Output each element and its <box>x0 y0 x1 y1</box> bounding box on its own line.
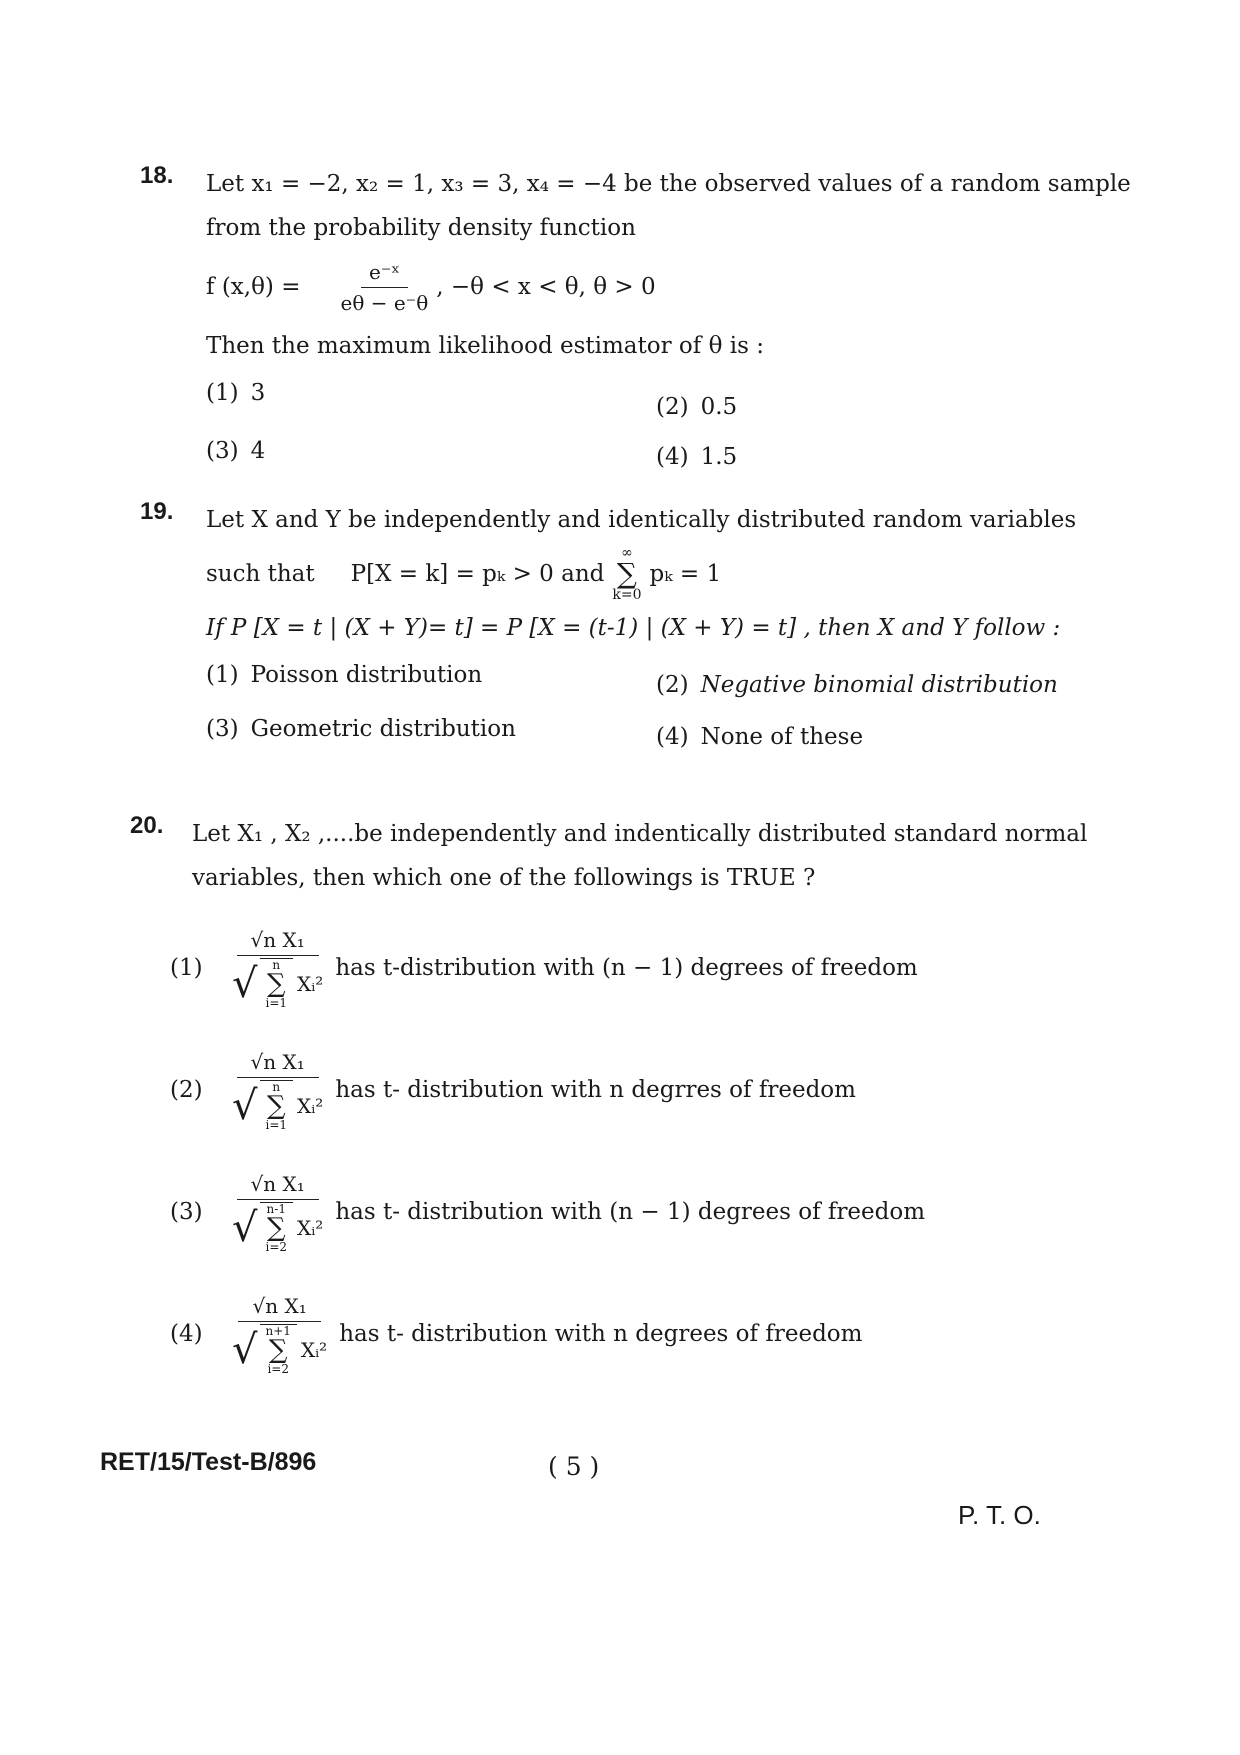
stem-line: Let x₁ = −2, x₂ = 1, x₃ = 3, x₄ = −4 be the observed values of a random sample <box>206 171 1131 197</box>
sum-lower-limit: i=2 <box>267 1362 289 1376</box>
pto-mark: P. T. O. <box>958 1500 1041 1530</box>
stem-line: Let X and Y be independently and identically distributed random variables <box>206 507 1077 533</box>
fraction-denominator <box>232 1200 323 1253</box>
option-text: has t-distribution with (n − 1) degrees of freedom <box>335 955 918 981</box>
fraction-numerator: √n X₁ <box>238 1293 320 1322</box>
pmf-expression <box>206 542 1100 606</box>
options-list <box>206 656 1100 756</box>
stem-line: If P [X = t | (X + Y)= t] = P [X = (t-1) | (X + Y) = t] , then X and Y follow : <box>206 615 1061 641</box>
sum-upper-limit: n-1 <box>266 1202 286 1216</box>
fraction-numerator: √n X₁ <box>237 927 319 956</box>
summation <box>260 1324 297 1375</box>
x-squared: Xᵢ² <box>297 1215 324 1240</box>
prob-expression: P[X = k] = pₖ > 0 and <box>350 561 605 587</box>
sum-upper-limit: n+1 <box>265 1324 291 1338</box>
sigma-symbol: ∑ <box>616 557 637 590</box>
page-number: ( 5 ) <box>548 1452 600 1481</box>
stem-line: Then the maximum likelihood estimator of θ is : <box>206 333 764 359</box>
test-code: RET/15/Test-B/896 <box>100 1448 317 1476</box>
option-1[interactable]: (1) √n X₁ √ n ∑ i=1 Xᵢ² has t-distribution with (n − 1) degrees of freedom <box>170 928 918 1010</box>
fraction-numerator: √n X₁ <box>237 1049 319 1078</box>
x-squared: Xᵢ² <box>300 1337 328 1362</box>
option-2[interactable]: (2) √n X₁ √ n ∑ i=1 Xᵢ² has t- distribution with n degrres of freedom <box>170 1050 856 1132</box>
pdf-formula <box>206 250 1100 324</box>
option-4[interactable]: (4) None of these <box>656 724 864 750</box>
radical-symbol: √ <box>232 1326 258 1373</box>
option-4[interactable]: (4) 1.5 <box>656 444 738 470</box>
question-20 <box>130 812 1090 1388</box>
sum-upper-limit: n <box>272 958 281 972</box>
formula-numerator: e⁻ˣ <box>361 259 408 288</box>
question-stem <box>206 498 1100 650</box>
sum-upper-limit: n <box>272 1080 281 1094</box>
option-3[interactable]: (3) Geometric distribution <box>206 716 516 742</box>
fraction-denominator <box>232 956 323 1009</box>
stem-line: variables, then which one of the followings is TRUE ? <box>192 865 816 891</box>
sum-lower-limit: i=1 <box>265 1118 288 1132</box>
x-squared: Xᵢ² <box>297 971 324 996</box>
sigma-symbol: ∑ <box>266 1091 286 1121</box>
sum-lower-limit: i=1 <box>265 996 288 1010</box>
stem-line: Let X₁ , X₂ ,....be independently and indentically distributed standard normal <box>192 821 1088 847</box>
question-19 <box>140 498 1100 756</box>
t-statistic-fraction <box>232 1049 323 1131</box>
option-2[interactable]: (2) 0.5 <box>656 394 738 420</box>
question-number: 19. <box>140 498 174 525</box>
radical-symbol: √ <box>232 1204 258 1251</box>
sum-lower-limit: k=0 <box>612 587 642 603</box>
sum-rhs: pₖ = 1 <box>649 561 722 587</box>
stem-line: from the probability density function <box>206 215 636 241</box>
summation <box>260 958 294 1009</box>
question-number: 18. <box>140 162 174 189</box>
option-2[interactable]: (2) Negative binomial distribution <box>656 672 1058 698</box>
such-that-text: such that <box>206 561 315 587</box>
question-stem <box>192 812 1090 900</box>
sigma-symbol: ∑ <box>268 1335 288 1365</box>
formula-lhs: f (x,θ) = <box>206 274 301 300</box>
t-statistic-fraction <box>232 1171 323 1253</box>
option-3[interactable]: (3) 4 <box>206 438 266 464</box>
fraction-denominator <box>232 1322 327 1375</box>
t-statistic-fraction <box>232 927 323 1009</box>
summation <box>260 1080 294 1131</box>
sigma-symbol: ∑ <box>266 1213 286 1243</box>
options-list <box>206 374 1100 476</box>
question-18 <box>140 162 1131 476</box>
t-statistic-fraction <box>232 1293 327 1375</box>
option-text: has t- distribution with n degrres of freedom <box>335 1077 856 1103</box>
option-text: has t- distribution with (n − 1) degrees of freedom <box>335 1199 926 1225</box>
sum-upper-limit: ∞ <box>621 545 633 561</box>
option-4[interactable]: (4) √n X₁ √ n+1 ∑ i=2 Xᵢ² has t- distribution with n degrees of freedom <box>170 1294 863 1376</box>
sum-lower-limit: i=2 <box>265 1240 288 1254</box>
option-1[interactable]: (1) 3 <box>206 380 266 406</box>
sigma-symbol: ∑ <box>266 969 286 999</box>
formula-fraction <box>340 259 428 316</box>
question-stem <box>206 162 1131 368</box>
option-text: has t- distribution with n degrees of freedom <box>339 1321 863 1347</box>
fraction-numerator: √n X₁ <box>237 1171 319 1200</box>
summation <box>260 1202 294 1253</box>
option-1[interactable]: (1) Poisson distribution <box>206 662 483 688</box>
radical-symbol: √ <box>232 1082 258 1129</box>
x-squared: Xᵢ² <box>297 1093 324 1118</box>
option-3[interactable]: (3) √n X₁ √ n-1 ∑ i=2 Xᵢ² has t- distribution with (n − 1) degrees of freedom <box>170 1172 926 1254</box>
summation <box>612 546 641 602</box>
formula-denominator: eθ − e⁻θ <box>340 290 429 315</box>
question-number: 20. <box>130 812 164 839</box>
fraction-denominator <box>232 1078 323 1131</box>
radical-symbol: √ <box>232 960 258 1007</box>
formula-condition: , −θ < x < θ, θ > 0 <box>436 274 656 300</box>
